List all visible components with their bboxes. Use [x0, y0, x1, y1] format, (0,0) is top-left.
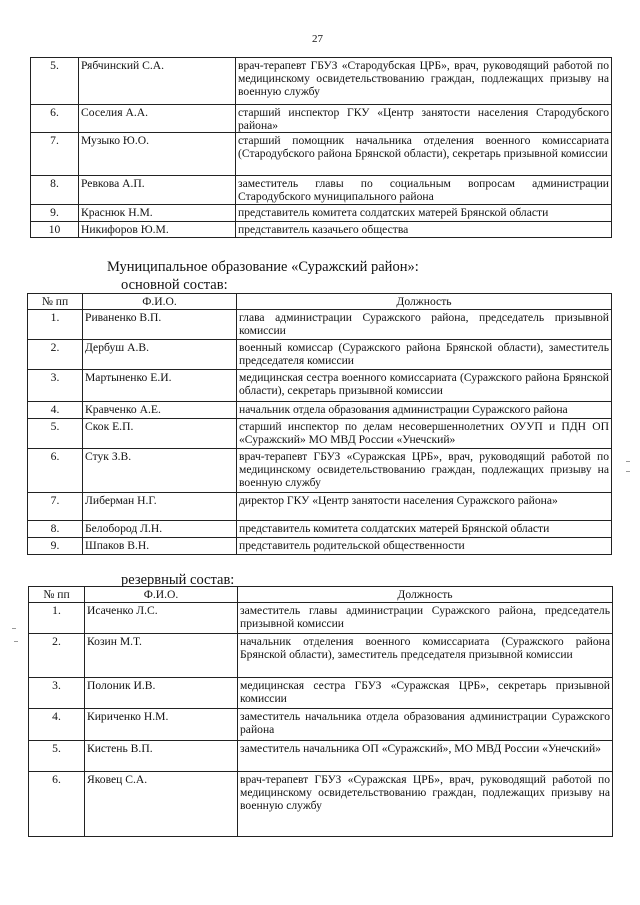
row-number: 8. [31, 176, 79, 205]
person-name: Кистень В.П. [85, 741, 238, 772]
scan-speck [626, 461, 630, 462]
position-cell: медицинская сестра ГБУЗ «Суражская ЦРБ», секретарь призывной комиссии [238, 678, 613, 709]
table-row [28, 419, 612, 449]
person-name: Рябчинский С.А. [79, 58, 236, 105]
person-name: Музыко Ю.О. [79, 133, 236, 176]
table-row [31, 222, 612, 238]
row-number: 1. [28, 310, 83, 340]
row-number: 7. [31, 133, 79, 176]
person-name: Никифоров Ю.М. [79, 222, 236, 238]
table-row [28, 449, 612, 493]
column-header-number: № пп [29, 587, 85, 603]
table-row [28, 402, 612, 419]
position-cell: старший помощник начальника отделения военного комиссариата (Стародубского района Брянской области), секретарь призывной комиссии [236, 133, 612, 176]
main-composition-table [27, 293, 612, 555]
person-name: Соселия А.А. [79, 105, 236, 133]
table-row [29, 678, 613, 709]
scan-speck [12, 628, 16, 629]
position-cell: старший инспектор по делам несовершеннолетних ОУУП и ПДН ОП «Суражский» МО МВД России «Унечский» [237, 419, 612, 449]
person-name: Стук З.В. [83, 449, 237, 493]
person-name: Исаченко Л.С. [85, 603, 238, 634]
person-name: Козин М.Т. [85, 634, 238, 678]
row-number: 3. [28, 370, 83, 402]
table-row [31, 58, 612, 105]
person-name: Шпаков В.Н. [83, 538, 237, 555]
page-number: 27 [312, 33, 323, 45]
position-cell: глава администрации Суражского района, председатель призывной комиссии [237, 310, 612, 340]
person-name: Кириченко Н.М. [85, 709, 238, 741]
person-name: Риваненко В.П. [83, 310, 237, 340]
table-row [28, 310, 612, 340]
person-name: Белобород Л.Н. [83, 521, 237, 538]
position-cell: начальник отделения военного комиссариата (Суражского района Брянской области), заместитель председателя призывной комиссии [238, 634, 613, 678]
person-name: Дербуш А.В. [83, 340, 237, 370]
row-number: 6. [31, 105, 79, 133]
column-header-name: Ф.И.О. [83, 294, 237, 310]
position-cell: врач-терапевт ГБУЗ «Суражская ЦРБ», врач, руководящий работой по медицинскому освидетельствованию граждан, подлежащих призыву на военную службу [237, 449, 612, 493]
row-number: 5. [31, 58, 79, 105]
table-row [29, 741, 613, 772]
column-header-number: № пп [28, 294, 83, 310]
table-row [29, 634, 613, 678]
position-cell: директор ГКУ «Центр занятости населения Суражского района» [237, 493, 612, 521]
table-header-row [29, 587, 613, 603]
person-name: Полоник И.В. [85, 678, 238, 709]
table-row [31, 176, 612, 205]
row-number: 5. [28, 419, 83, 449]
person-name: Краснюк Н.М. [79, 205, 236, 222]
main-composition-heading: основной состав: [121, 277, 228, 293]
row-number: 4. [28, 402, 83, 419]
row-number: 8. [28, 521, 83, 538]
table-row [31, 133, 612, 176]
position-cell: представитель казачьего общества [236, 222, 612, 238]
person-name: Кравченко А.Е. [83, 402, 237, 419]
column-header-position: Должность [237, 294, 612, 310]
row-number: 6. [28, 449, 83, 493]
table-row [31, 105, 612, 133]
table-header-row [28, 294, 612, 310]
row-number: 3. [29, 678, 85, 709]
row-number: 4. [29, 709, 85, 741]
table-row [28, 493, 612, 521]
position-cell: заместитель начальника отдела образования администрации Суражского района [238, 709, 613, 741]
position-cell: врач-терапевт ГБУЗ «Стародубская ЦРБ», врач, руководящий работой по медицинскому освидетельствованию граждан, подлежащих призыву на военную службу [236, 58, 612, 105]
person-name: Либерман Н.Г. [83, 493, 237, 521]
row-number: 10 [31, 222, 79, 238]
row-number: 1. [29, 603, 85, 634]
position-cell: заместитель начальника ОП «Суражский», МО МВД России «Унечский» [238, 741, 613, 772]
column-header-name: Ф.И.О. [85, 587, 238, 603]
table-row [29, 709, 613, 741]
position-cell: заместитель главы по социальным вопросам администрации Стародубского муниципального района [236, 176, 612, 205]
person-name: Яковец С.А. [85, 772, 238, 837]
scan-speck [14, 641, 18, 642]
row-number: 2. [28, 340, 83, 370]
row-number: 9. [31, 205, 79, 222]
person-name: Ревкова А.П. [79, 176, 236, 205]
position-cell: представитель комитета солдатских матерей Брянской области [236, 205, 612, 222]
column-header-position: Должность [238, 587, 613, 603]
position-cell: начальник отдела образования администрации Суражского района [237, 402, 612, 419]
position-cell: военный комиссар (Суражского района Брянской области), заместитель председателя комиссии [237, 340, 612, 370]
reserve-composition-table [28, 586, 613, 837]
table-row [28, 521, 612, 538]
row-number: 6. [29, 772, 85, 837]
table-row [29, 603, 613, 634]
person-name: Скок Е.П. [83, 419, 237, 449]
position-cell: представитель комитета солдатских матерей Брянской области [237, 521, 612, 538]
continuation-table [30, 57, 612, 238]
person-name: Мартыненко Е.И. [83, 370, 237, 402]
table-row [29, 772, 613, 837]
position-cell: медицинская сестра военного комиссариата (Суражского района Брянской области), секретарь призывной комиссии [237, 370, 612, 402]
table-row [28, 538, 612, 555]
position-cell: врач-терапевт ГБУЗ «Суражская ЦРБ», врач, руководящий работой по медицинскому освидетельствованию граждан, подлежащих призыву на военную службу [238, 772, 613, 837]
position-cell: старший инспектор ГКУ «Центр занятости населения Стародубского района» [236, 105, 612, 133]
table-row [31, 205, 612, 222]
reserve-composition-heading: резервный состав: [121, 572, 235, 588]
row-number: 5. [29, 741, 85, 772]
municipality-heading: Муниципальное образование «Суражский район»: [107, 259, 419, 275]
position-cell: заместитель главы администрации Суражского района, председатель призывной комиссии [238, 603, 613, 634]
position-cell: представитель родительской общественности [237, 538, 612, 555]
table-row [28, 340, 612, 370]
row-number: 2. [29, 634, 85, 678]
row-number: 9. [28, 538, 83, 555]
row-number: 7. [28, 493, 83, 521]
scan-speck [626, 471, 630, 472]
table-row [28, 370, 612, 402]
